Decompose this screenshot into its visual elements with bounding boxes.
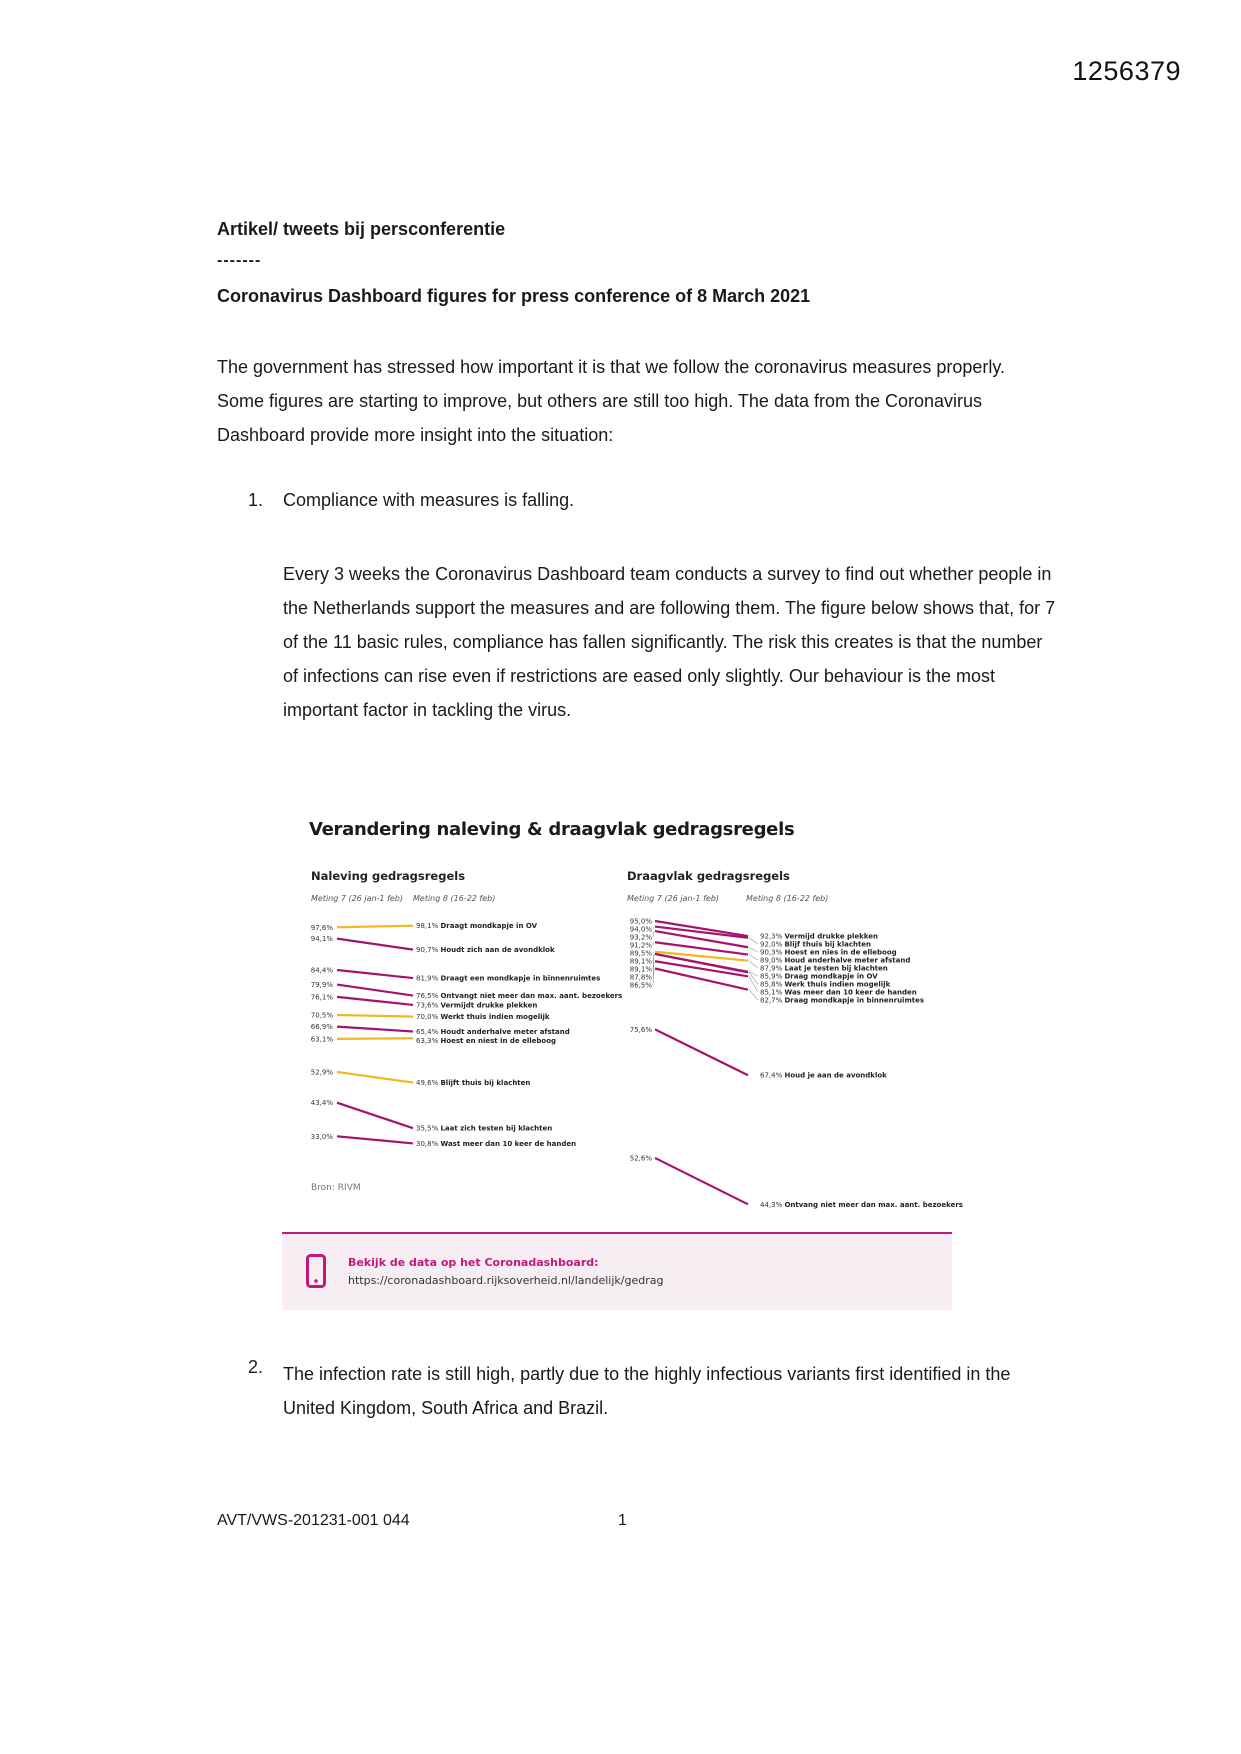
end-value-label: 65,4% Houdt anderhalve meter afstand (416, 1027, 570, 1036)
start-value-label: 91,2% (629, 941, 652, 950)
leader-line (749, 938, 758, 944)
leader-line (749, 955, 758, 961)
start-value-label: 52,9% (310, 1068, 333, 1077)
panel-title-naleving: Naleving gedragsregels (311, 869, 466, 883)
leader-line (653, 952, 654, 953)
slope-line (655, 1158, 748, 1204)
leader-line (653, 927, 654, 929)
start-value-label: 86,5% (629, 981, 652, 990)
panel-draagvlak-x-end: Meting 8 (16-22 feb) (746, 894, 829, 903)
intro-paragraph: The government has stressed how important it is that we follow the coronavirus measures properly. Some figures are starting to improve, but others are still too high. The data from the Coronavirus Dashboard provide more insight into the situation: (217, 357, 1006, 445)
end-value-label: 85,8% Werk thuis indien mogelijk (760, 980, 891, 989)
slope-line (337, 1103, 413, 1129)
start-value-label: 87,8% (629, 973, 652, 982)
list-item-title: Compliance with measures is falling. (283, 490, 575, 510)
start-value-label: 52,6% (629, 1154, 652, 1163)
end-value-label: 49,6% Blijft thuis bij klachten (416, 1079, 531, 1088)
start-value-label: 94,1% (310, 935, 333, 944)
page-subheading: Coronavirus Dashboard figures for press conference of 8 March 2021 (217, 286, 811, 306)
slope-line (337, 997, 413, 1005)
start-value-label: 33,0% (310, 1132, 333, 1141)
end-value-label: 73,6% Vermijdt drukke plekken (416, 1001, 538, 1010)
start-value-label: 66,9% (310, 1023, 333, 1032)
start-value-label: 89,5% (629, 949, 652, 958)
list-item-title: The infection rate is still high, partly due to the highly infectious variants first identified in the United Kingdom, South Africa and Brazil. (283, 1364, 1011, 1418)
end-value-label: 67,4% Houd je aan de avondklok (760, 1071, 887, 1080)
slope-line (655, 1029, 748, 1075)
end-value-label: 63,3% Hoest en niest in de elleboog (416, 1036, 557, 1045)
start-value-label: 94,0% (629, 925, 652, 934)
slope-line (337, 1136, 413, 1143)
end-value-label: 90,3% Hoest en nies in de elleboog (760, 948, 897, 957)
end-value-label: 70,0% Werkt thuis indien mogelijk (416, 1013, 550, 1022)
end-value-label: 89,0% Houd anderhalve meter afstand (760, 956, 911, 965)
leader-line (749, 961, 758, 968)
phone-icon (306, 1254, 326, 1288)
start-value-label: 95,0% (629, 917, 652, 926)
list-item-number: 2. (248, 1357, 264, 1377)
end-value-label: 90,7% Houdt zich aan de avondklok (416, 946, 555, 955)
start-value-label: 79,9% (310, 981, 333, 990)
slope-line (337, 1027, 413, 1032)
start-value-label: 63,1% (310, 1035, 333, 1044)
start-value-label: 93,2% (629, 933, 652, 942)
page-number: 1 (618, 1512, 627, 1529)
leader-line (749, 947, 758, 952)
panel-naleving-x-end: Meting 8 (16-22 feb) (413, 894, 496, 903)
start-value-label: 43,4% (310, 1099, 333, 1108)
start-value-label: 84,4% (310, 966, 333, 975)
separator: ------- (217, 252, 262, 269)
end-value-label: 98,1% Draagt mondkapje in OV (416, 922, 538, 931)
start-value-label: 97,6% (310, 923, 333, 932)
list-item-number: 1. (248, 490, 264, 510)
dashboard-link[interactable]: https://coronadashboard.rijksoverheid.nl/landelijk/gedrag (348, 1274, 664, 1287)
footer-reference: AVT/VWS-201231-001 044 (217, 1512, 410, 1529)
slope-line (337, 939, 413, 950)
leader-line (653, 942, 654, 945)
slope-line (337, 1015, 413, 1017)
page-heading: Artikel/ tweets bij persconferentie (217, 219, 506, 239)
chart-source: Bron: RIVM (311, 1183, 361, 1193)
end-value-label: 85,9% Draag mondkapje in OV (760, 972, 878, 981)
list-item-body: Every 3 weeks the Coronavirus Dashboard team conducts a survey to find out whether people in the Netherlands support the measures and are following them. The figure below shows that, for 7 of the 11 basic rules, compliance has fallen significantly. The risk this creates is that the number of infections can rise even if restrictions are eased only slightly. Our behaviour is the most important factor in tackling the virus. (283, 564, 1056, 720)
end-value-label: 44,3% Ontvang niet meer dan max. aant. bezoekers (760, 1200, 963, 1209)
slope-line (337, 985, 413, 996)
start-value-label: 89,1% (629, 965, 652, 974)
panel-draagvlak-x-start: Meting 7 (26 jan-1 feb) (627, 894, 720, 903)
panel-naleving-x-start: Meting 7 (26 jan-1 feb) (311, 894, 404, 903)
panel-title-draagvlak: Draagvlak gedragsregels (627, 869, 790, 883)
start-value-label: 76,1% (310, 993, 333, 1002)
end-value-label: 76,5% Ontvangt niet meer dan max. aant. bezoekers (416, 992, 623, 1001)
end-value-label: 81,9% Draagt een mondkapje in binnenruimtes (416, 974, 601, 983)
end-value-label: 35,5% Laat zich testen bij klachten (416, 1124, 553, 1133)
end-value-label: 92,3% Vermijd drukke plekken (760, 932, 879, 941)
slope-line (337, 926, 413, 928)
end-value-label: 82,7% Draag mondkapje in binnenruimtes (760, 996, 925, 1005)
slope-line (337, 970, 413, 978)
callout-title: Bekijk de data op het Coronadashboard: (348, 1256, 599, 1269)
leader-line (749, 990, 758, 1000)
chart-title: Verandering naleving & draagvlak gedragsregels (309, 819, 795, 840)
end-value-label: 85,1% Was meer dan 10 keer de handen (760, 988, 917, 997)
start-value-label: 70,5% (310, 1011, 333, 1020)
end-value-label: 92,0% Blijf thuis bij klachten (760, 940, 872, 949)
dashboard-callout (282, 1232, 952, 1310)
start-value-label: 89,1% (629, 957, 652, 966)
end-value-label: 30,8% Wast meer dan 10 keer de handen (416, 1139, 577, 1148)
slope-line (337, 1072, 413, 1083)
end-value-label: 87,9% Laat je testen bij klachten (760, 964, 888, 973)
start-value-label: 75,6% (629, 1025, 652, 1034)
leader-line (653, 931, 654, 937)
document-id: 1256379 (1072, 56, 1181, 86)
slope-line (655, 969, 748, 990)
slope-line (337, 1038, 413, 1039)
